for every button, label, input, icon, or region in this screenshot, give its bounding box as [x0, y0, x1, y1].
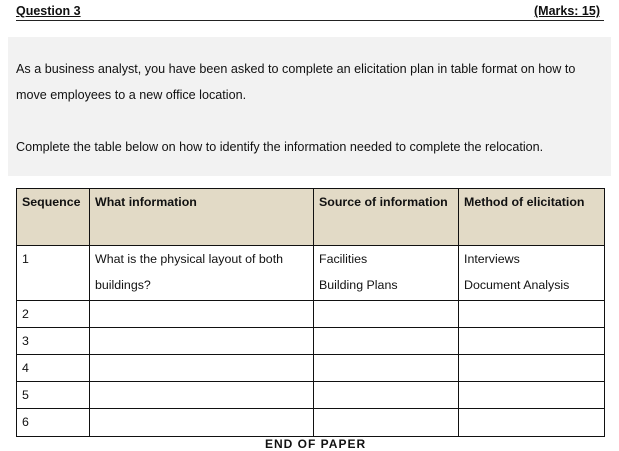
- what-information-cell[interactable]: [90, 355, 314, 382]
- what-information-cell[interactable]: [90, 409, 314, 437]
- source-cell[interactable]: [314, 328, 459, 355]
- table-row: [17, 355, 605, 382]
- question-number: Question 3: [16, 4, 81, 18]
- source-cell[interactable]: [314, 409, 459, 437]
- instruction-paragraph: Complete the table below on how to identify the information needed to complete the relocation.: [16, 140, 544, 154]
- method-cell[interactable]: [459, 409, 605, 437]
- elicitation-plan-table: [16, 188, 605, 437]
- source-cell[interactable]: [314, 355, 459, 382]
- sequence-cell[interactable]: 3: [17, 328, 90, 355]
- column-header-source: Source of information: [314, 189, 459, 246]
- table-row: [17, 301, 605, 328]
- intro-paragraph: As a business analyst, you have been asked to complete an elicitation plan in table format on how to move employees to a new office location.: [16, 62, 576, 102]
- table-row: [17, 246, 605, 301]
- source-line: Facilities: [319, 252, 368, 266]
- sequence-cell[interactable]: 1: [17, 246, 90, 301]
- column-header-sequence: Sequence: [17, 189, 90, 246]
- sequence-cell[interactable]: 6: [17, 409, 90, 437]
- sequence-cell[interactable]: 4: [17, 355, 90, 382]
- method-line: Document Analysis: [464, 278, 570, 292]
- method-cell[interactable]: [459, 382, 605, 409]
- what-information-cell[interactable]: [90, 328, 314, 355]
- source-cell[interactable]: [314, 301, 459, 328]
- sequence-cell[interactable]: 5: [17, 382, 90, 409]
- column-header-what-information: What information: [90, 189, 314, 246]
- method-line: Interviews: [464, 252, 520, 266]
- end-of-paper-text: END OF PAPER: [265, 437, 367, 451]
- method-cell[interactable]: [459, 246, 605, 301]
- question-marks: (Marks: 15): [534, 4, 600, 18]
- source-cell[interactable]: [314, 382, 459, 409]
- source-cell[interactable]: [314, 246, 459, 301]
- method-cell[interactable]: [459, 301, 605, 328]
- what-information-cell[interactable]: What is the physical layout of both buildings?: [90, 246, 314, 301]
- question-header: [16, 4, 604, 21]
- what-information-cell[interactable]: [90, 301, 314, 328]
- table-row: [17, 409, 605, 437]
- table-row: [17, 328, 605, 355]
- sequence-cell[interactable]: 2: [17, 301, 90, 328]
- method-cell[interactable]: [459, 355, 605, 382]
- source-line: Building Plans: [319, 278, 398, 292]
- method-cell[interactable]: [459, 328, 605, 355]
- column-header-method: Method of elicitation: [459, 189, 605, 246]
- table-row: [17, 382, 605, 409]
- what-information-cell[interactable]: [90, 382, 314, 409]
- table-header-row: [17, 189, 605, 246]
